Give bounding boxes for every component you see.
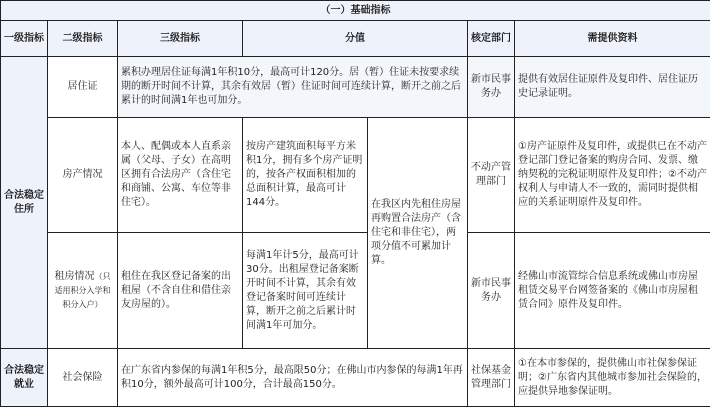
- dept-property: 不动产管理部门: [468, 118, 515, 233]
- docs-social-insurance: ①在本市参保的，提供佛山市社保参保证明；②广东省内其他城市参加社会保险的，应提供异地参保证明。: [515, 349, 710, 407]
- header-score: 分值: [243, 21, 468, 57]
- level1-residence: 合法稳定住所: [1, 57, 48, 349]
- score-social-insurance: 在广东省内参保的每满1年积5分，最高限50分；在佛山市内参保的每满1年再积10分，额外最高可计100分，合计最高150分。: [118, 349, 468, 407]
- header-level2: 二级指标: [48, 21, 118, 57]
- level1-employment: 合法稳定就业: [1, 349, 48, 407]
- score-rental: 每满1年计5分，最高可计30分。出租屋登记备案断开时间不计算，其余有效登记备案时间可连续计算，断开之前之后累计时间满1年可加分。: [243, 233, 368, 349]
- docs-residence-permit: 提供有效居住证原件及复印件、居住证历史记录证明。: [515, 57, 710, 118]
- level3-rental: 租住在我区登记备案的出租屋（不含自住和借住亲友房屋的）。: [118, 233, 243, 349]
- dept-social-insurance: 社保基金管理部门: [468, 349, 515, 407]
- header-dept: 核定部门: [468, 21, 515, 57]
- dept-rental: 新市民事务办: [468, 233, 515, 349]
- table-row: [1, 349, 710, 407]
- score-property: 按房产建筑面积每平方米积1分，拥有多个房产证明的，按各产权面积相加的总面积计算，最高可计144分。: [243, 118, 368, 233]
- header-level1: 一级指标: [1, 21, 48, 57]
- score-residence-permit: 累积办理居住证每满1年积10分，最高可计120分。居（暂）住证未按要求续期的断开时间不计算，其余有效居（暂）住证时间可连续计算，断开之前之后累计的时间满1年也可加分。: [118, 57, 468, 118]
- level2-social-insurance: 社会保险: [48, 349, 118, 407]
- level2-rental: [48, 233, 118, 349]
- section-title: （一）基础指标: [1, 1, 710, 21]
- dept-residence-permit: 新市民事务办: [468, 57, 515, 118]
- level2-rental-label: 租房情况: [54, 270, 95, 282]
- docs-rental: 经佛山市流管综合信息系统或佛山市房屋租赁交易平台网签备案的《佛山市房屋租赁合同》原件及复印件。: [515, 233, 710, 349]
- level2-rental-note: （只适用积分入学和积分入户）: [54, 271, 111, 309]
- header-docs: 需提供资料: [515, 21, 710, 57]
- level2-property: 房产情况: [48, 118, 118, 233]
- level2-residence-permit: 居住证: [48, 57, 118, 118]
- header-level3: 三级指标: [118, 21, 243, 57]
- score-nonstack-rule: 在我区内先租住房屋再购置合法房产（含住宅和非住宅），两项分值不可累加计算。: [368, 118, 468, 349]
- table-row: [1, 233, 710, 349]
- table-row: [1, 57, 710, 118]
- docs-property: ①房产证原件及复印件，或提供已在不动产登记部门登记备案的购房合同、发票、缴纳契税的完税证明原件及复印件；②不动产权利人与申请人不一致的，需同时提供相应的关系证明原件及复印件。: [515, 118, 710, 233]
- table-row: [1, 118, 710, 233]
- level3-property: 本人、配偶或本人直系亲属（父母、子女）在高明区拥有合法房产（含住宅和商铺、公寓、车位等非住宅）。: [118, 118, 243, 233]
